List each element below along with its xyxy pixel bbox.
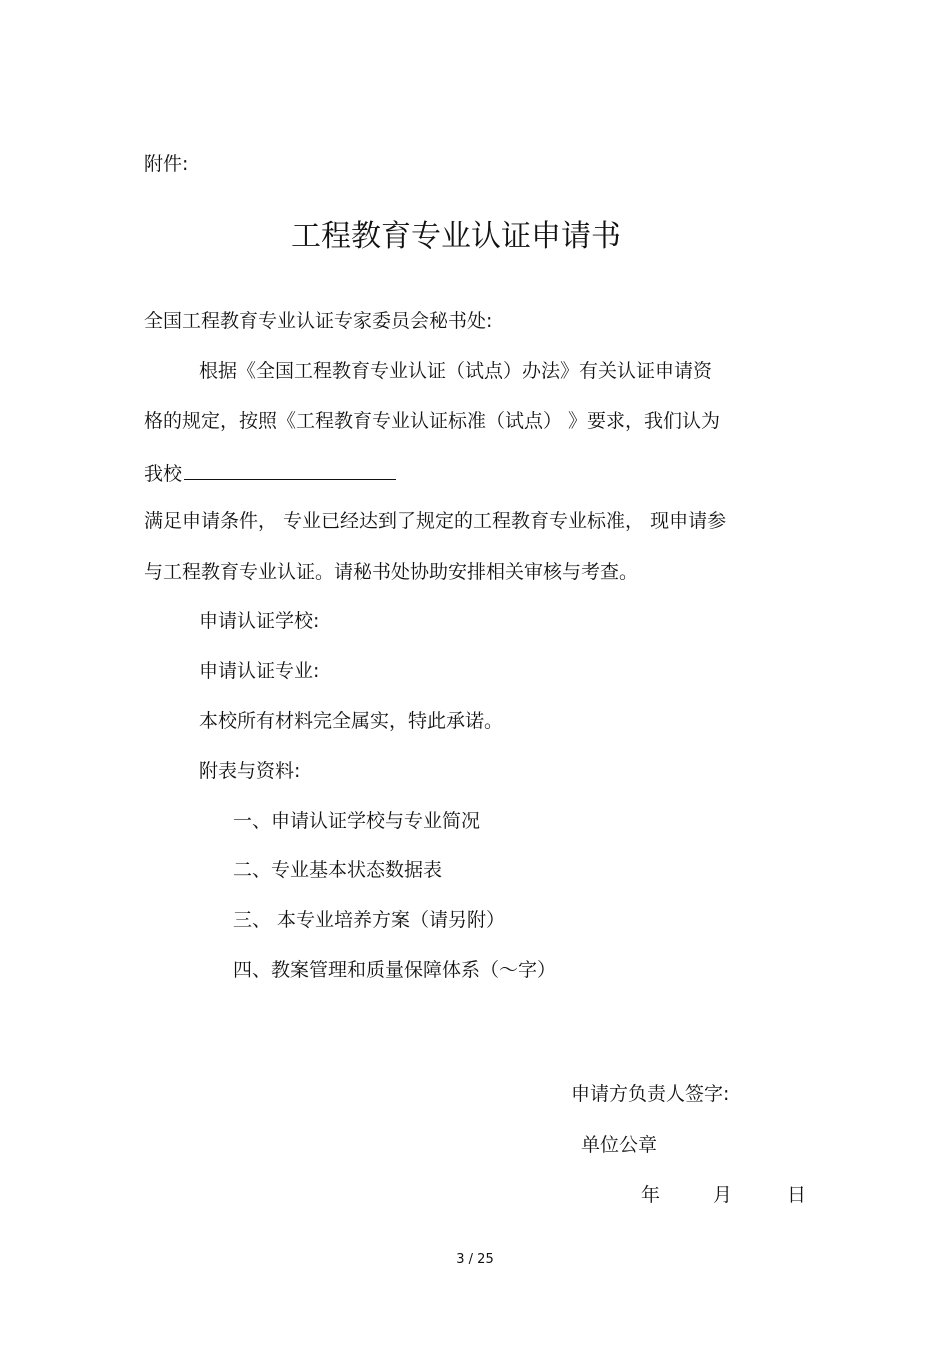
date-year: 年: [641, 1184, 661, 1206]
attachment-item: 三、 本专业培养方案（请另附）: [233, 909, 506, 931]
signer-label: 申请方负责人签字:: [571, 1083, 730, 1105]
major-field-label: 申请认证专业:: [199, 660, 320, 682]
attachment-item: 二、专业基本状态数据表: [233, 859, 443, 881]
attachments-heading: 附表与资料:: [199, 760, 301, 782]
date-day: 日: [787, 1184, 807, 1206]
document-title: 工程教育专业认证申请书: [291, 219, 621, 254]
body-line-3: [144, 461, 396, 486]
attachment-item: 四、教案管理和质量保障体系（～字）: [233, 959, 557, 981]
school-name-blank: [184, 461, 396, 480]
page-number: 3 / 25: [456, 1252, 494, 1267]
body-line-3-prefix: 我校: [144, 463, 183, 485]
seal-label: 单位公章: [581, 1134, 658, 1156]
attachment-label: 附件:: [144, 153, 189, 175]
school-field-label: 申请认证学校:: [199, 610, 320, 632]
attachment-item: 一、申请认证学校与专业简况: [233, 810, 481, 832]
body-line-4: 满足申请条件， 专业已经达到了规定的工程教育专业标准， 现申请参: [144, 510, 727, 532]
body-line-2: 格的规定，按照《工程教育专业认证标准（试点） 》要求，我们认为: [144, 410, 721, 432]
date-month: 月: [713, 1184, 733, 1206]
pledge-statement: 本校所有材料完全属实，特此承诺。: [199, 710, 504, 732]
addressee: 全国工程教育专业认证专家委员会秘书处:: [144, 310, 493, 332]
body-line-5: 与工程教育专业认证。请秘书处协助安排相关审核与考查。: [144, 561, 639, 583]
body-line-1: 根据《全国工程教育专业认证（试点）办法》有关认证申请资: [199, 360, 713, 382]
